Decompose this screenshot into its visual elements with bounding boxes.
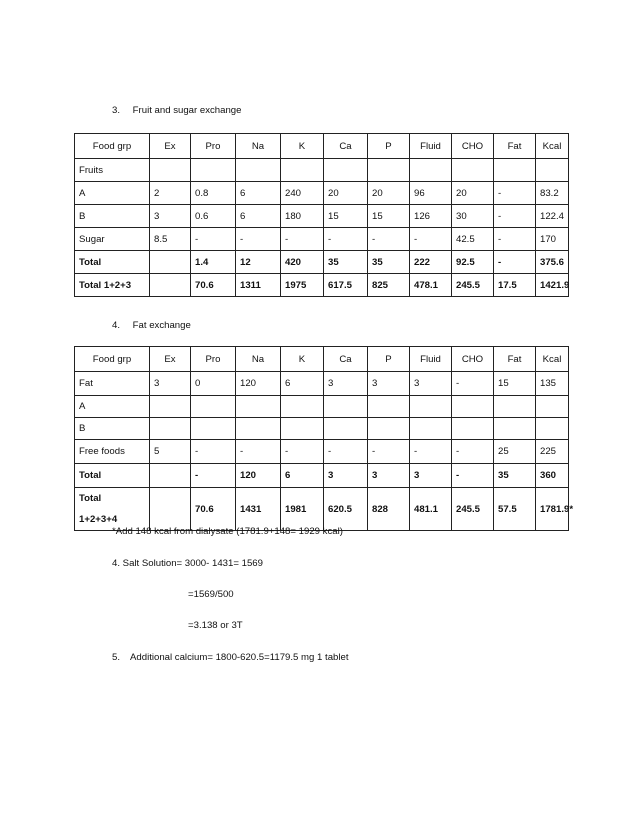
table-cell: 1.4: [191, 251, 236, 274]
table-cell: [281, 396, 324, 418]
table-cell: -: [281, 228, 324, 251]
table-row: [75, 440, 569, 464]
table-cell: [150, 488, 191, 531]
table-cell: [324, 159, 368, 182]
table-cell: 3: [368, 372, 410, 396]
table-header-row: [75, 134, 569, 159]
column-header: Fluid: [410, 347, 452, 372]
calcium-line: [112, 652, 349, 663]
table-cell: -: [281, 440, 324, 464]
table-cell: 825: [368, 274, 410, 297]
column-header: Ca: [324, 134, 368, 159]
table-cell: [452, 418, 494, 440]
table-row: [75, 372, 569, 396]
table-cell: [281, 418, 324, 440]
table-cell: 1975: [281, 274, 324, 297]
table-cell: 12: [236, 251, 281, 274]
table-cell: Free foods: [75, 440, 150, 464]
table-cell: 42.5: [452, 228, 494, 251]
table-cell: [494, 159, 536, 182]
table-cell: Sugar: [75, 228, 150, 251]
table-cell: [150, 418, 191, 440]
table-cell: A: [75, 182, 150, 205]
table-cell: 1431: [236, 488, 281, 531]
table-cell: [236, 396, 281, 418]
table-cell: -: [191, 440, 236, 464]
table-cell: [150, 159, 191, 182]
table-cell: -: [452, 372, 494, 396]
table-cell: [410, 159, 452, 182]
section4-number: 4.: [112, 320, 121, 331]
table-cell: 92.5: [452, 251, 494, 274]
table-cell: 8.5: [150, 228, 191, 251]
column-header: CHO: [452, 347, 494, 372]
column-header: Ex: [150, 134, 191, 159]
table-row: [75, 396, 569, 418]
table-row: [75, 418, 569, 440]
table-cell: -: [191, 464, 236, 488]
table-row: [75, 464, 569, 488]
table-cell: 3: [150, 205, 191, 228]
column-header: Food grp: [75, 134, 150, 159]
fat-exchange-table: [74, 346, 574, 531]
table-cell: 35: [324, 251, 368, 274]
table-cell: [191, 396, 236, 418]
table-cell: 180: [281, 205, 324, 228]
table-cell: Total: [75, 464, 150, 488]
table-cell: 3: [410, 372, 452, 396]
salt-solution-line: 4. Salt Solution= 3000- 1431= 1569: [112, 558, 263, 569]
table-cell: [410, 418, 452, 440]
table-cell: 0: [191, 372, 236, 396]
table-cell: 620.5: [324, 488, 368, 531]
table-cell: [150, 464, 191, 488]
table-cell: 375.6: [536, 251, 569, 274]
table-cell: 360: [536, 464, 569, 488]
column-header: P: [368, 134, 410, 159]
table-cell: A: [75, 396, 150, 418]
table-row: [75, 205, 569, 228]
column-header: P: [368, 347, 410, 372]
table-row: [75, 182, 569, 205]
section3-heading: [112, 105, 241, 116]
column-header: Pro: [191, 347, 236, 372]
table-cell: 6: [236, 182, 281, 205]
table-cell: B: [75, 205, 150, 228]
table-cell: 15: [494, 372, 536, 396]
table-cell: [536, 418, 569, 440]
column-header: Fluid: [410, 134, 452, 159]
table-cell: 96: [410, 182, 452, 205]
table-cell: -: [410, 228, 452, 251]
salt-division-line: =1569/500: [188, 589, 234, 600]
table-cell: -: [494, 228, 536, 251]
column-header: K: [281, 134, 324, 159]
section4-heading: [112, 320, 191, 331]
table-row: [75, 488, 569, 531]
column-header: Pro: [191, 134, 236, 159]
table-cell: 245.5: [452, 274, 494, 297]
calcium-text: Additional calcium= 1800-620.5=1179.5 mg 1 tablet: [130, 652, 349, 663]
table-cell: -: [191, 228, 236, 251]
column-header: Kcal: [536, 347, 569, 372]
section3-title: Fruit and sugar exchange: [132, 105, 242, 116]
table-cell: 0.8: [191, 182, 236, 205]
fruit-sugar-exchange-table: [74, 133, 569, 297]
table-cell: 135: [536, 372, 569, 396]
table-cell: 120: [236, 372, 281, 396]
column-header: Na: [236, 134, 281, 159]
table-cell: 0.6: [191, 205, 236, 228]
table-cell: 57.5: [494, 488, 536, 531]
table-cell: 240: [281, 182, 324, 205]
table-cell: [452, 159, 494, 182]
table-cell: Fat: [75, 372, 150, 396]
table-cell: [191, 418, 236, 440]
table-cell: -: [324, 228, 368, 251]
table-cell: 3: [324, 464, 368, 488]
table-cell: -: [494, 182, 536, 205]
table-cell: 1981: [281, 488, 324, 531]
table-cell: 20: [368, 182, 410, 205]
column-header: Ca: [324, 347, 368, 372]
table-cell: Total 1+2+3+4: [75, 488, 150, 531]
table-cell: [324, 396, 368, 418]
table-cell: [150, 251, 191, 274]
table-cell: -: [368, 440, 410, 464]
table-cell: 70.6: [191, 488, 236, 531]
table-cell: 245.5: [452, 488, 494, 531]
column-header: CHO: [452, 134, 494, 159]
table-cell: 35: [368, 251, 410, 274]
table-cell: 25: [494, 440, 536, 464]
dialysate-note: *Add 148 kcal from dialysate (1781.9+148= 1929 kcal): [112, 526, 343, 537]
table-cell: 20: [324, 182, 368, 205]
table-row: [75, 251, 569, 274]
column-header: K: [281, 347, 324, 372]
table-cell: [410, 396, 452, 418]
calcium-number: 5.: [112, 652, 121, 663]
table-cell: 6: [281, 372, 324, 396]
table-row: [75, 228, 569, 251]
table-row: [75, 274, 569, 297]
table-cell: [368, 418, 410, 440]
table-cell: [494, 396, 536, 418]
table-cell: -: [324, 440, 368, 464]
table-cell: 5: [150, 440, 191, 464]
column-header: Fat: [494, 347, 536, 372]
table-cell: 1421.9: [536, 274, 569, 297]
section4-title: Fat exchange: [132, 320, 191, 331]
salt-result-line: =3.138 or 3T: [188, 620, 243, 631]
table-cell: 30: [452, 205, 494, 228]
table-cell: 6: [236, 205, 281, 228]
table-cell: [150, 274, 191, 297]
column-header: Food grp: [75, 347, 150, 372]
table-cell: 35: [494, 464, 536, 488]
table-cell: -: [236, 440, 281, 464]
table-cell: -: [410, 440, 452, 464]
table-cell: 617.5: [324, 274, 368, 297]
section3-number: 3.: [112, 105, 121, 116]
table-cell: 15: [324, 205, 368, 228]
table-cell: [368, 159, 410, 182]
table-cell: Total 1+2+3: [75, 274, 150, 297]
table-cell: [536, 159, 569, 182]
table-cell: 15: [368, 205, 410, 228]
table-header-row: [75, 347, 569, 372]
table-cell: 1311: [236, 274, 281, 297]
table-cell: -: [368, 228, 410, 251]
column-header: Na: [236, 347, 281, 372]
column-header: Kcal: [536, 134, 569, 159]
table-cell: 828: [368, 488, 410, 531]
table-cell: [452, 396, 494, 418]
table-cell: 6: [281, 464, 324, 488]
table-cell: 17.5: [494, 274, 536, 297]
table-cell: 2: [150, 182, 191, 205]
table-cell: 481.1: [410, 488, 452, 531]
table-cell: 222: [410, 251, 452, 274]
table-cell: 1781.9*: [536, 488, 569, 531]
table-row: [75, 159, 569, 182]
table-cell: 122.4: [536, 205, 569, 228]
table-cell: -: [494, 205, 536, 228]
table-cell: -: [494, 251, 536, 274]
table-cell: 70.6: [191, 274, 236, 297]
table-cell: 3: [368, 464, 410, 488]
table-cell: [324, 418, 368, 440]
table-cell: [191, 159, 236, 182]
table-cell: 225: [536, 440, 569, 464]
table-cell: 83.2: [536, 182, 569, 205]
table-cell: B: [75, 418, 150, 440]
table-cell: 3: [324, 372, 368, 396]
table-cell: 20: [452, 182, 494, 205]
table-cell: Total: [75, 251, 150, 274]
table-cell: [281, 159, 324, 182]
table-cell: -: [452, 464, 494, 488]
table-cell: 3: [150, 372, 191, 396]
table-cell: [368, 396, 410, 418]
table-cell: 420: [281, 251, 324, 274]
table-cell: 120: [236, 464, 281, 488]
table-cell: [494, 418, 536, 440]
table-cell: 3: [410, 464, 452, 488]
table-cell: 126: [410, 205, 452, 228]
table-cell: -: [236, 228, 281, 251]
table-cell: 170: [536, 228, 569, 251]
table-cell: [536, 396, 569, 418]
table-cell: [236, 159, 281, 182]
table-cell: 478.1: [410, 274, 452, 297]
table-cell: [236, 418, 281, 440]
table-cell: Fruits: [75, 159, 150, 182]
table-cell: -: [452, 440, 494, 464]
column-header: Ex: [150, 347, 191, 372]
table-cell: [150, 396, 191, 418]
column-header: Fat: [494, 134, 536, 159]
